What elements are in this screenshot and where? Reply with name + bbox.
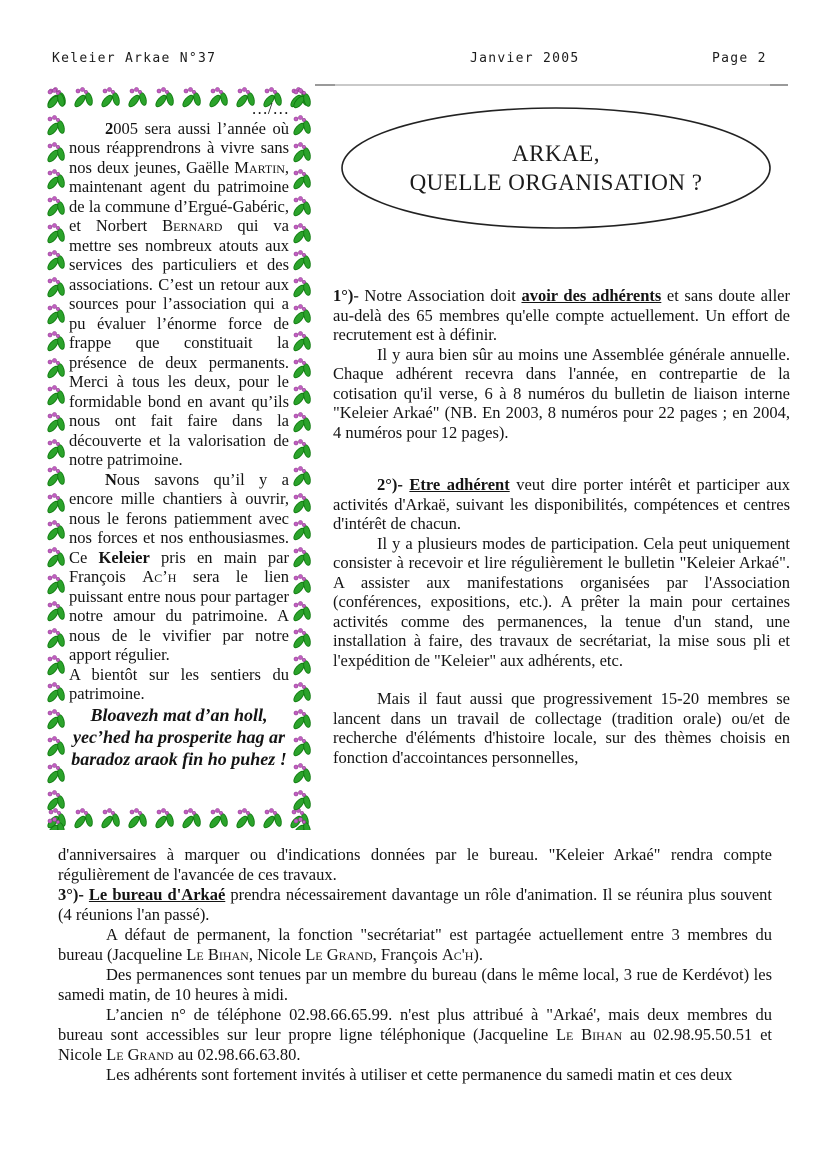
collectage-paragraph: Mais il faut aussi que progressivement 15-20 membres se lancent dans un travail de collectage (tradition orale) ou/et de recherche d'éléments d'histoire locale, sur des thèmes choisis en fonction d'accointances personnelles,: [333, 689, 790, 767]
editorial-paragraph-1: 2005 sera aussi l’année où nous réapprendrons à vivre sans nos deux jeunes, Gaëlle Martin, maintenant agent du patrimoine de la commune d’Ergué-Gabéric, et Norbert Bernard qui va mettre ses nombreux atouts aux services des particuliers et des associations. C’est un retour aux sources pour l’association qui a pu évaluer l’énorme force de frappe que constituait la présence de deux permanents. Merci à tous les deux, pour le formidable bond en avant qu’ils nous ont fait faire dans la découverte et la valorisation de notre patrimoine.: [69, 118, 289, 469]
point-1-detail-paragraph: Il y aura bien sûr au moins une Assemblée générale annuelle. Chaque adhérent recevra dans l'année, en contrepartie de la cotisation qu'il verse, 6 à 8 numéros du bulletin de liaison interne "Keleier Arkaé" (NB. En 2003, 8 numéros pour 22 pages ; en 2004, 4 numéros pour 12 pages).: [333, 344, 790, 442]
editorial-panel: [44, 85, 314, 830]
holly-border-right-icon: [290, 85, 314, 830]
header-date: Janvier 2005: [470, 51, 580, 66]
article-title-line2: QUELLE ORGANISATION ?: [409, 169, 703, 195]
telephone-paragraph: L’ancien n° de téléphone 02.98.66.65.99. n'est plus attribué à "Arkaé', mais deux membres du bureau sont accessibles sur leur propre ligne téléphonique (Jacqueline Le Bihan au 02.98.95.50.51 et Nicole Le Grand au 02.98.66.63.80.: [58, 1005, 773, 1064]
header-divider-rule: [315, 84, 788, 86]
point-2-paragraph: 2°)- Etre adhérent veut dire porter intérêt et participer aux activités d'Arkaë, suivant les disponibilités, compétences et centres d'intérêt de chacun.: [333, 475, 791, 533]
secretariat-paragraph: A défaut de permanent, la fonction "secrétariat" est partagée actuellement entre 3 membres du bureau (Jacqueline Le Bihan, Nicole Le Grand, François Ac'h).: [58, 925, 772, 964]
article-title-ellipse: [340, 106, 772, 230]
article-title: [340, 106, 772, 230]
article-title-line1: ARKAE,: [512, 140, 600, 166]
permanences-paragraph: Des permanences sont tenues par un membre du bureau (dans le même local, 3 rue de Kerdévot) les samedi matin, de 10 heures à midi.: [58, 965, 772, 1004]
editorial-text: [69, 99, 289, 812]
continuation-mark: …/…: [251, 99, 289, 118]
invitation-paragraph: Les adhérents sont fortement invités à utiliser et cette permanence du samedi matin et ces deux: [106, 1065, 733, 1084]
holly-border-left-icon: [44, 85, 68, 830]
bottom-article-block: [58, 845, 772, 1085]
point-1-paragraph: 1°)- Notre Association doit avoir des adhérents et sans doute aller au-delà des 65 membres qu'elle compte actuellement. Un effort de recrutement est à définir.: [333, 286, 790, 344]
point-3-paragraph: 3°)- Le bureau d'Arkaé prendra nécessairement davantage un rôle d'animation. Il se réunira plus souvent (4 réunions l'an passé).: [58, 885, 772, 924]
point-2-detail-paragraph: Il y a plusieurs modes de participation. Cela peut uniquement consister à recevoir et lire régulièrement le bulletin "Keleier Arkaé". A assister aux manifestations organisées par l'Association (conférences, expositions, etc.). A prêter la main pour certaines activités comme des permanences, la tenue d'un stand, une installation à faire, des travaux de secrétariat, la mise sous pli et l'expédition de "Keleier" aux adhérents, etc.: [333, 533, 790, 670]
editorial-paragraph-2: Nous savons qu’il y a encore mille chantiers à ouvrir, nous le ferons patiemment avec nos forces et nos enthousiasmes. Ce Keleier pris en main par François Ac’h sera le lien puissant entre nous pour partager notre amour du patrimoine. A nous de le vivifier par notre apport régulier.: [69, 469, 289, 664]
continuation-paragraph: d'anniversaires à marquer ou d'indications données par le bureau. "Keleier Arkaé" rendra compte régulièrement de l'avancée de ces travaux.: [58, 845, 772, 884]
header-page-number: Page 2: [712, 51, 767, 66]
editorial-paragraph-3: A bientôt sur les sentiers du patrimoine.: [69, 664, 289, 703]
header-newsletter-title: Keleier Arkae N°37: [52, 51, 217, 66]
breton-blessing: Bloavezh mat d’an holl, yec’hed ha prosperite hag ar baradoz araok fin ho puhez !: [71, 704, 287, 769]
main-article-column: [333, 286, 790, 767]
